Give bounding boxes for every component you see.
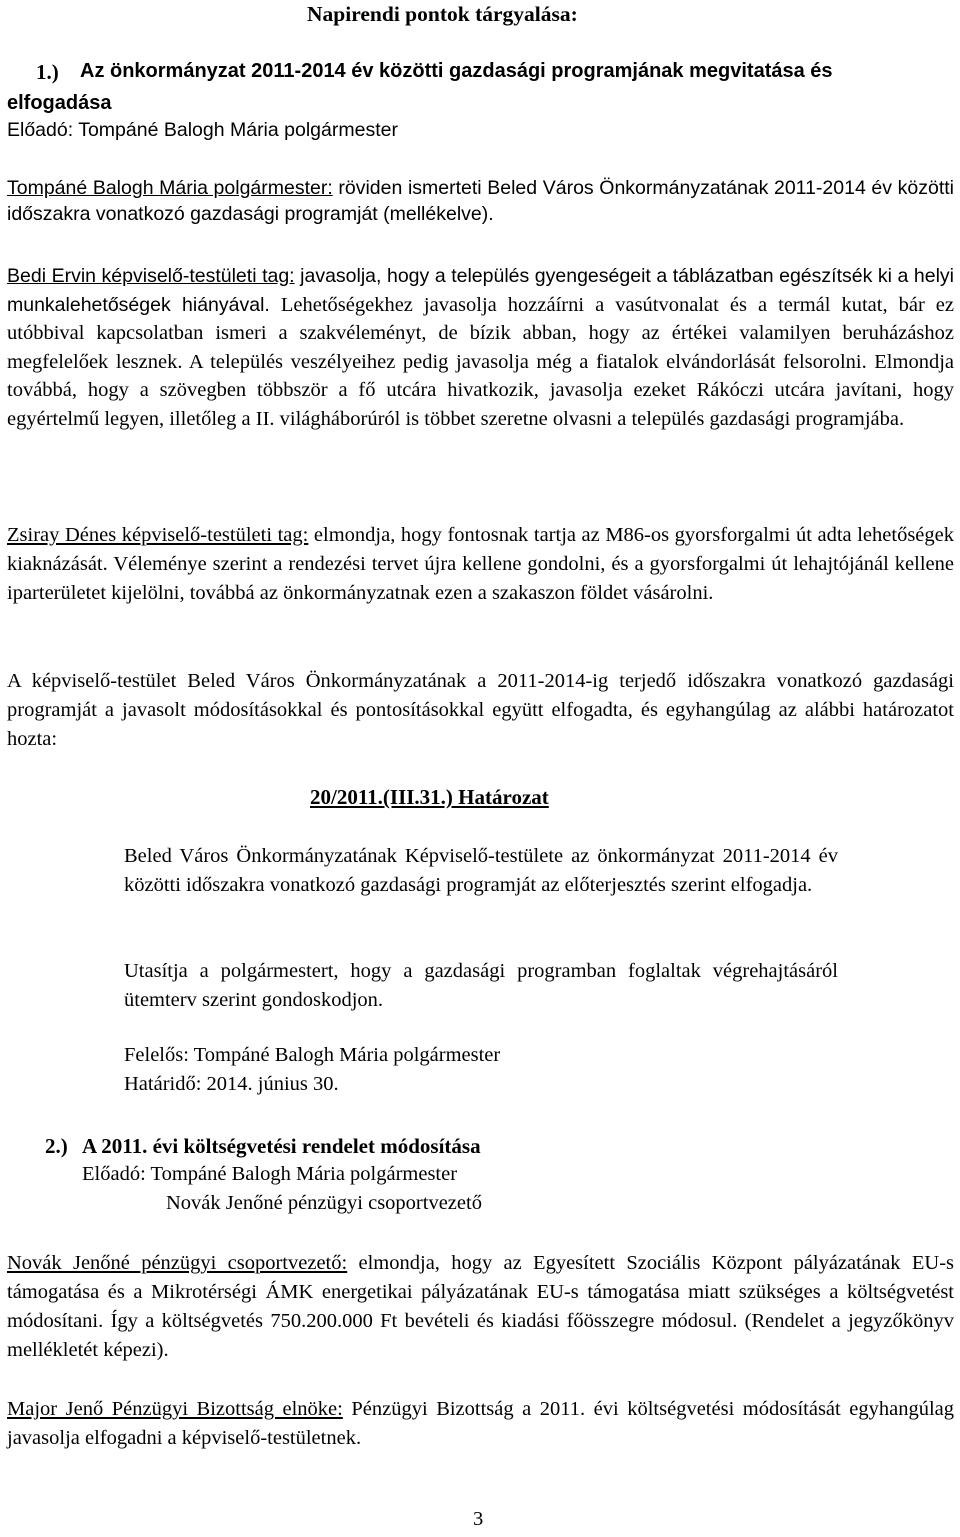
item1-title-line2: elfogadása — [7, 92, 112, 114]
paragraph-text: Lehetőségekhez javasolja hozzáírni a vasútvonalat és a termál kutat, bár ez utóbbival kapcsolatban ismeri a szakvéleményt, de bízik abban, hogy az értékei valamilyen beruházáshoz megfelelőek lesznek. A település veszélyeihez pedig javasolja még a fiatalok elvándorlását felsorolni. Elmondja továbbá, hogy a szövegben többször a fő utcára hivatkozik, javasolja ezeket Rákóczi utcára javítani, hogy egyértelmű legyen, illetőleg a II. világháborúról is többet szeretne olvasni a település gazdasági programjába. — [7, 293, 954, 430]
item1-title-line1: Az önkormányzat 2011-2014 év közötti gazdasági programjának megvitatása és — [80, 60, 833, 82]
speaker-name: Bedi Ervin képviselő-testületi tag: — [7, 265, 295, 287]
paragraph-text: elmondja, hogy az Egyesített Szociális Központ pályázatának EU-s támogatása és a Mikrotérségi ÁMK energetikai pályázatának EU-s támogatása miatt szükséges a költségvetést módosítani. Így a költségvetés 750.200.000 Ft bevételi és kiadási főösszegre módosul. (Rendelet a jegyzőkönyv mellékletét képezi). — [7, 1252, 954, 1361]
paragraph-text: röviden ismerteti Beled Város Önkormányzatának 2011-2014 év közötti időszakra vonatkozó gazdasági programját (mellékelve). — [7, 177, 954, 225]
item1-paragraph-1 — [7, 175, 954, 227]
resolution-title: 20/2011.(III.31.) Határozat — [310, 785, 549, 809]
item2-presenter-line2: Novák Jenőné pénzügyi csoportvezető — [166, 1192, 482, 1214]
paragraph-text: elmondja, hogy fontosnak tartja az M86-os gyorsforgalmi út adta lehetőségek kiaknázását. Véleménye szerint a rendezési tervet újra kellene gondolni, és a gyorsforgalmi út lehajtójánál kellene iparterületet kijelölni, továbbá az önkormányzatnak ezen a szakaszon földet vásárolni. — [7, 524, 954, 604]
item2-paragraph-1 — [7, 1249, 954, 1365]
item1-number: 1.) — [36, 60, 59, 84]
item2-title: A 2011. évi költségvetési rendelet módosítása — [82, 1134, 481, 1158]
page-heading: Napirendi pontok tárgyalása: — [307, 2, 578, 26]
speaker-name: Major Jenő Pénzügyi Bizottság elnöke: — [7, 1398, 343, 1420]
resolution-responsible: Felelős: Tompáné Balogh Mária polgármester — [124, 1044, 501, 1066]
item1-paragraph-4: A képviselő-testület Beled Város Önkormányzatának a 2011-2014-ig terjedő időszakra vonatkozó gazdasági programját a javasolt módosításokkal és pontosításokkal együtt elfogadta, és egyhangúlag az alábbi határozatot hozta: — [7, 670, 954, 750]
paragraph-text: Pénzügyi Bizottság a 2011. évi költségvetési módosítását egyhangúlag javasolja elfogadni a képviselő-testületnek. — [7, 1398, 954, 1449]
item2-number: 2.) — [45, 1134, 68, 1158]
speaker-name: Zsiray Dénes képviselő-testületi tag: — [7, 524, 309, 546]
resolution-text-1: Beled Város Önkormányzatának Képviselő-testülete az önkormányzat 2011-2014 év közötti időszakra vonatkozó gazdasági programját az előterjesztés szerint elfogadja. — [124, 845, 838, 896]
item2-paragraph-2 — [7, 1395, 954, 1453]
item1-presenter: Előadó: Tompáné Balogh Mária polgármester — [7, 119, 398, 141]
resolution-deadline: Határidő: 2014. június 30. — [124, 1073, 339, 1095]
paragraph-text-sans: javasolja, hogy a település gyengeségeit a táblázatban egészítsék ki a helyi munkalehetőségek hiányával. — [7, 265, 954, 316]
speaker-name: Tompáné Balogh Mária polgármester: — [7, 177, 333, 199]
resolution-text-2: Utasítja a polgármestert, hogy a gazdasági programban foglaltak végrehajtásáról ütemterv szerint gondoskodjon. — [124, 960, 838, 1011]
item1-paragraph-3 — [7, 521, 954, 608]
page-number: 3 — [473, 1508, 484, 1530]
speaker-name: Novák Jenőné pénzügyi csoportvezető: — [7, 1252, 348, 1274]
item2-presenter-line1: Előadó: Tompáné Balogh Mária polgármester — [82, 1163, 458, 1185]
item1-paragraph-2 — [7, 262, 954, 433]
